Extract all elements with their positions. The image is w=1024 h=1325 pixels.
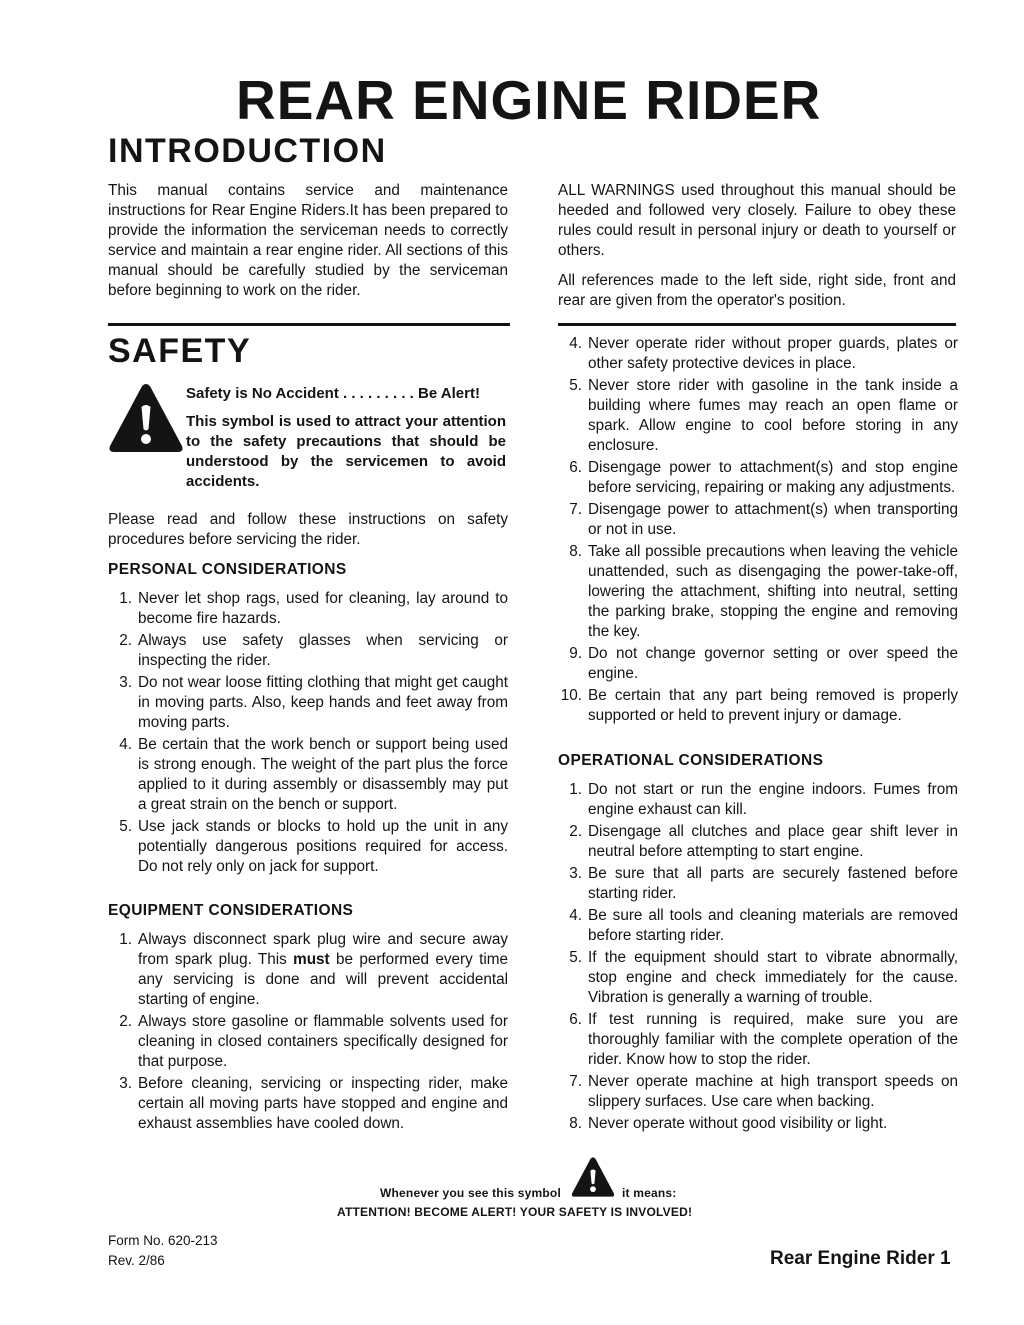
- personal-considerations-heading: PERSONAL CONSIDERATIONS: [108, 561, 347, 578]
- list-item: [560, 334, 958, 374]
- list-text: Be sure that all parts are securely fastened before starting rider.: [588, 865, 958, 902]
- list-item: [110, 589, 508, 629]
- list-item: [560, 644, 958, 684]
- bottom-note-line1-left: Whenever you see this symbol: [380, 1186, 561, 1200]
- list-item: [560, 948, 958, 1008]
- page-title: REAR ENGINE RIDER: [236, 69, 822, 131]
- list-text: Disengage power to attachment(s) and stop engine before servicing, repairing or making any adjustments.: [588, 459, 958, 496]
- list-text: Before cleaning, servicing or inspecting rider, make certain all moving parts have stopped and engine and exhaust assemblies have cooled down.: [138, 1075, 508, 1132]
- list-number: 4.: [569, 335, 582, 352]
- list-number: 2.: [569, 823, 582, 840]
- list-item: [560, 1114, 958, 1134]
- list-text: Do not change governor setting or over speed the engine.: [588, 645, 958, 682]
- list-item: [560, 1072, 958, 1112]
- list-number: 3.: [119, 674, 132, 691]
- safety-slogan-right: Be Alert!: [418, 385, 480, 402]
- list-item: [560, 822, 958, 862]
- list-text: Disengage all clutches and place gear shift lever in neutral before attempting to start engine.: [588, 823, 958, 860]
- list-number: 5.: [569, 949, 582, 966]
- list-text: If the equipment should start to vibrate abnormally, stop engine and check immediately for the cause. Vibration is generally a warning of trouble.: [588, 949, 958, 1006]
- warning-triangle-icon: [108, 382, 184, 454]
- list-number: 8.: [569, 1115, 582, 1132]
- list-item: [560, 1010, 958, 1070]
- list-text: Always use safety glasses when servicing or inspecting the rider.: [138, 632, 508, 669]
- list-text: Never let shop rags, used for cleaning, lay around to become fire hazards.: [138, 590, 508, 627]
- list-text: Be certain that any part being removed is properly supported or held to prevent injury or damage.: [588, 687, 958, 724]
- list-item: [560, 906, 958, 946]
- list-item: [110, 817, 508, 877]
- list-item: [560, 780, 958, 820]
- introduction-right-paragraph-2: All references made to the left side, right side, front and rear are given from the operator's position.: [558, 272, 956, 309]
- list-item: [110, 930, 508, 1010]
- list-number: 2.: [119, 632, 132, 649]
- list-number: 8.: [569, 543, 582, 560]
- list-item: [110, 1074, 508, 1134]
- revision-date: Rev. 2/86: [108, 1253, 165, 1268]
- list-item: [560, 686, 958, 726]
- list-text: If test running is required, make sure you are thoroughly familiar with the complete operation of the rider. Know how to stop the rider.: [588, 1011, 958, 1068]
- list-number: 7.: [569, 501, 582, 518]
- personal-considerations-list-left: [110, 589, 508, 879]
- list-text: [138, 931, 508, 1008]
- operational-considerations-heading: OPERATIONAL CONSIDERATIONS: [558, 752, 824, 769]
- list-number: 1.: [119, 590, 132, 607]
- list-number: 6.: [569, 459, 582, 476]
- list-text: Do not wear loose fitting clothing that might get caught in moving parts. Also, keep hands and feet away from moving parts.: [138, 674, 508, 731]
- list-item: [560, 864, 958, 904]
- bottom-note-line2: ATTENTION! BECOME ALERT! YOUR SAFETY IS INVOLVED!: [337, 1205, 693, 1219]
- safety-slogan-left: Safety is No Accident . . . . . . . . .: [186, 385, 414, 402]
- list-number: 7.: [569, 1073, 582, 1090]
- list-number: 5.: [119, 818, 132, 835]
- list-item: [560, 500, 958, 540]
- list-item: [110, 673, 508, 733]
- form-number: Form No. 620-213: [108, 1233, 218, 1248]
- list-text-part: be performed every time any servicing is done and will prevent accidental starting of engine.: [138, 951, 508, 1008]
- list-text: Be sure all tools and cleaning materials are removed before starting rider.: [588, 907, 958, 944]
- list-number: 1.: [119, 931, 132, 948]
- safety-heading: SAFETY: [108, 332, 252, 370]
- list-number: 1.: [569, 781, 582, 798]
- list-item: [560, 542, 958, 642]
- list-text: Never operate machine at high transport speeds on slippery surfaces. Use care when backing.: [588, 1073, 958, 1110]
- list-text: Use jack stands or blocks to hold up the unit in any potentially dangerous positions required for access. Do not rely only on jack for support.: [138, 818, 508, 875]
- page-footer-label: Rear Engine Rider 1: [770, 1248, 951, 1269]
- list-number: 3.: [119, 1075, 132, 1092]
- list-number: 4.: [119, 736, 132, 753]
- list-item: [560, 458, 958, 498]
- safety-slogan: [186, 384, 506, 404]
- list-item: [110, 631, 508, 671]
- list-text: Never operate rider without proper guards, plates or other safety protective devices in place.: [588, 335, 958, 372]
- introduction-heading: INTRODUCTION: [108, 132, 387, 170]
- emphasis-must: must: [293, 951, 330, 968]
- safety-symbol-text: This symbol is used to attract your attention to the safety precautions that should be understood by the servicemen to avoid accidents.: [186, 413, 506, 490]
- operational-considerations-list: [560, 780, 958, 1136]
- list-number: 5.: [569, 377, 582, 394]
- safety-intro: Please read and follow these instructions on safety procedures before servicing the rider.: [108, 511, 508, 548]
- list-number: 6.: [569, 1011, 582, 1028]
- list-text: Never store rider with gasoline in the tank inside a building where fumes may reach an open flame or spark. Allow engine to cool before storing in any enclosure.: [588, 377, 958, 454]
- warning-triangle-small-icon: [571, 1156, 615, 1198]
- list-item: [560, 376, 958, 456]
- list-item: [110, 735, 508, 815]
- equipment-considerations-heading: EQUIPMENT CONSIDERATIONS: [108, 902, 354, 919]
- list-number: 4.: [569, 907, 582, 924]
- list-number: 3.: [569, 865, 582, 882]
- list-number: 2.: [119, 1013, 132, 1030]
- section-divider-left: [108, 323, 510, 326]
- introduction-left-paragraph: This manual contains service and maintenance instructions for Rear Engine Riders.It has been prepared to provide the information the serviceman needs to correctly service and maintain a rear engine rider. All sections of this manual should be carefully studied by the serviceman before beginning to work on the rider.: [108, 182, 508, 299]
- list-text: Disengage power to attachment(s) when transporting or not in use.: [588, 501, 958, 538]
- list-text: Do not start or run the engine indoors. Fumes from engine exhaust can kill.: [588, 781, 958, 818]
- list-text: Take all possible precautions when leaving the vehicle unattended, such as disengaging the power-take-off, lowering the attachment, shifting into neutral, setting the parking brake, stopping the engine and removing the key.: [588, 543, 958, 640]
- list-text: Be certain that the work bench or support being used is strong enough. The weight of the part plus the force applied to it during assembly or disassembly may put a great strain on the bench or support.: [138, 736, 508, 813]
- bottom-note-line1-right: it means:: [622, 1186, 677, 1200]
- equipment-considerations-list: [110, 930, 508, 1136]
- list-number: 10.: [560, 687, 582, 704]
- personal-considerations-list-right: [560, 334, 958, 728]
- list-text-part: Always disconnect spark plug wire and secure away from spark plug. This: [138, 931, 508, 968]
- list-number: 9.: [569, 645, 582, 662]
- section-divider-right: [558, 323, 956, 326]
- list-text: Never operate without good visibility or light.: [588, 1115, 888, 1132]
- list-text: Always store gasoline or flammable solvents used for cleaning in closed containers specifically designed for that purpose.: [138, 1013, 508, 1070]
- list-item: [110, 1012, 508, 1072]
- introduction-right-paragraph-1: ALL WARNINGS used throughout this manual should be heeded and followed very closely. Failure to obey these rules could result in personal injury or death to yourself or others.: [558, 182, 956, 259]
